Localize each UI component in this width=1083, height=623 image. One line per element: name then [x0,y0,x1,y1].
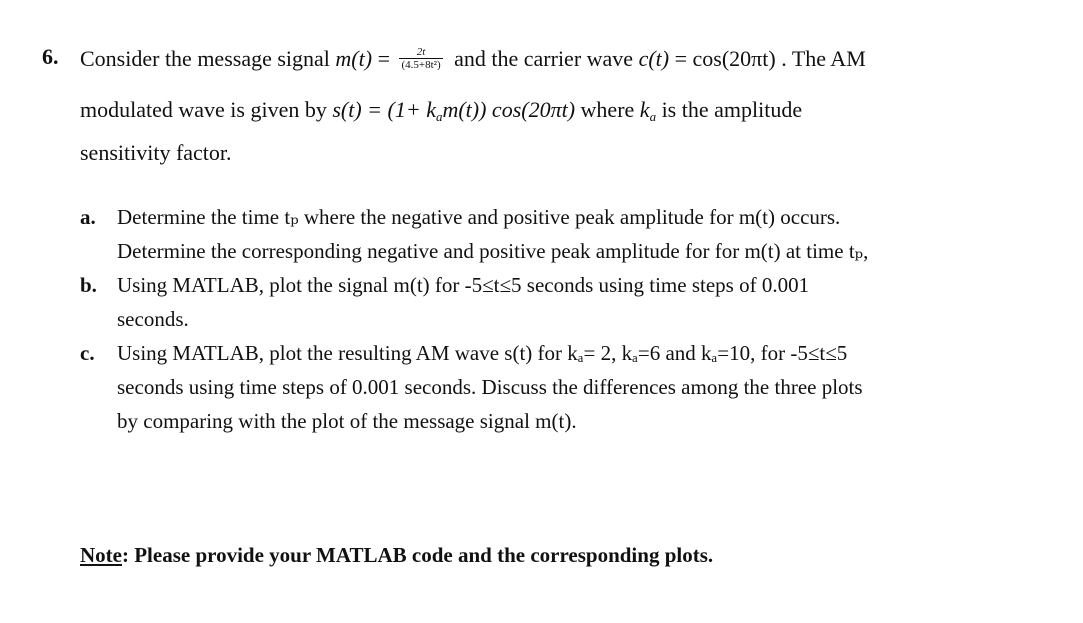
sub-question-c [80,336,1040,438]
sub-question-line: seconds using time steps of 0.001 seconds. Discuss the differences among the three plots [117,375,863,399]
sub-question-label: a. [80,205,96,229]
ka-subscript: a [649,109,657,124]
sub-question-line: seconds. [117,307,189,331]
sub-question-a [80,200,1040,268]
sub-question-line: Determine the corresponding negative and positive peak amplitude for for m(t) at time tₚ, [117,239,869,263]
sub-questions [80,200,1040,438]
line1-prefix: Consider the message signal [80,46,336,71]
question-number: 6. [42,44,59,69]
sub-question-line: Using MATLAB, plot the signal m(t) for -5≤t≤5 seconds using time steps of 0.001 [117,273,810,297]
fraction-denominator: (4.5+8t²) [401,59,441,72]
equals-sign: = [372,46,396,71]
message-signal-fraction [399,46,442,71]
note-text: : Please provide your MATLAB code and the corresponding plots. [121,543,714,567]
sub-question-line: Determine the time tₚ where the negative and positive peak amplitude for m(t) occurs. [117,205,841,229]
line1-suffix: . The AM [775,46,866,71]
sub-question-line: by comparing with the plot of the message signal m(t). [117,409,577,433]
sub-question-label: c. [80,341,95,365]
line1-mid: and the carrier wave [448,46,639,71]
fraction-numerator: 2t [416,46,426,59]
carrier-symbol: c(t) [638,46,670,71]
am-expression-subscript: a [435,109,443,124]
am-expression-end: m(t)) cos(20πt) [442,97,576,122]
line2-suffix: is the amplitude [656,97,803,122]
message-signal-symbol: m(t) [335,46,373,71]
am-expression-start: s(t) = (1+ k [332,97,436,122]
sub-question-b [80,268,1040,336]
sub-question-line: Using MATLAB, plot the resulting AM wave s(t) for kₐ= 2, kₐ=6 and kₐ=10, for -5≤t≤5 [117,341,848,365]
line2-prefix: modulated wave is given by [80,97,333,122]
question-line-3: sensitivity factor. [80,140,232,165]
ka-symbol: k [639,97,650,122]
note-label: Note [80,543,122,567]
question-line-1 [80,44,866,74]
sub-question-label: b. [80,273,97,297]
line2-mid: where [575,97,640,122]
question-line-2 [80,95,802,132]
note [80,543,713,568]
carrier-expression: = cos(20πt) [669,46,776,71]
